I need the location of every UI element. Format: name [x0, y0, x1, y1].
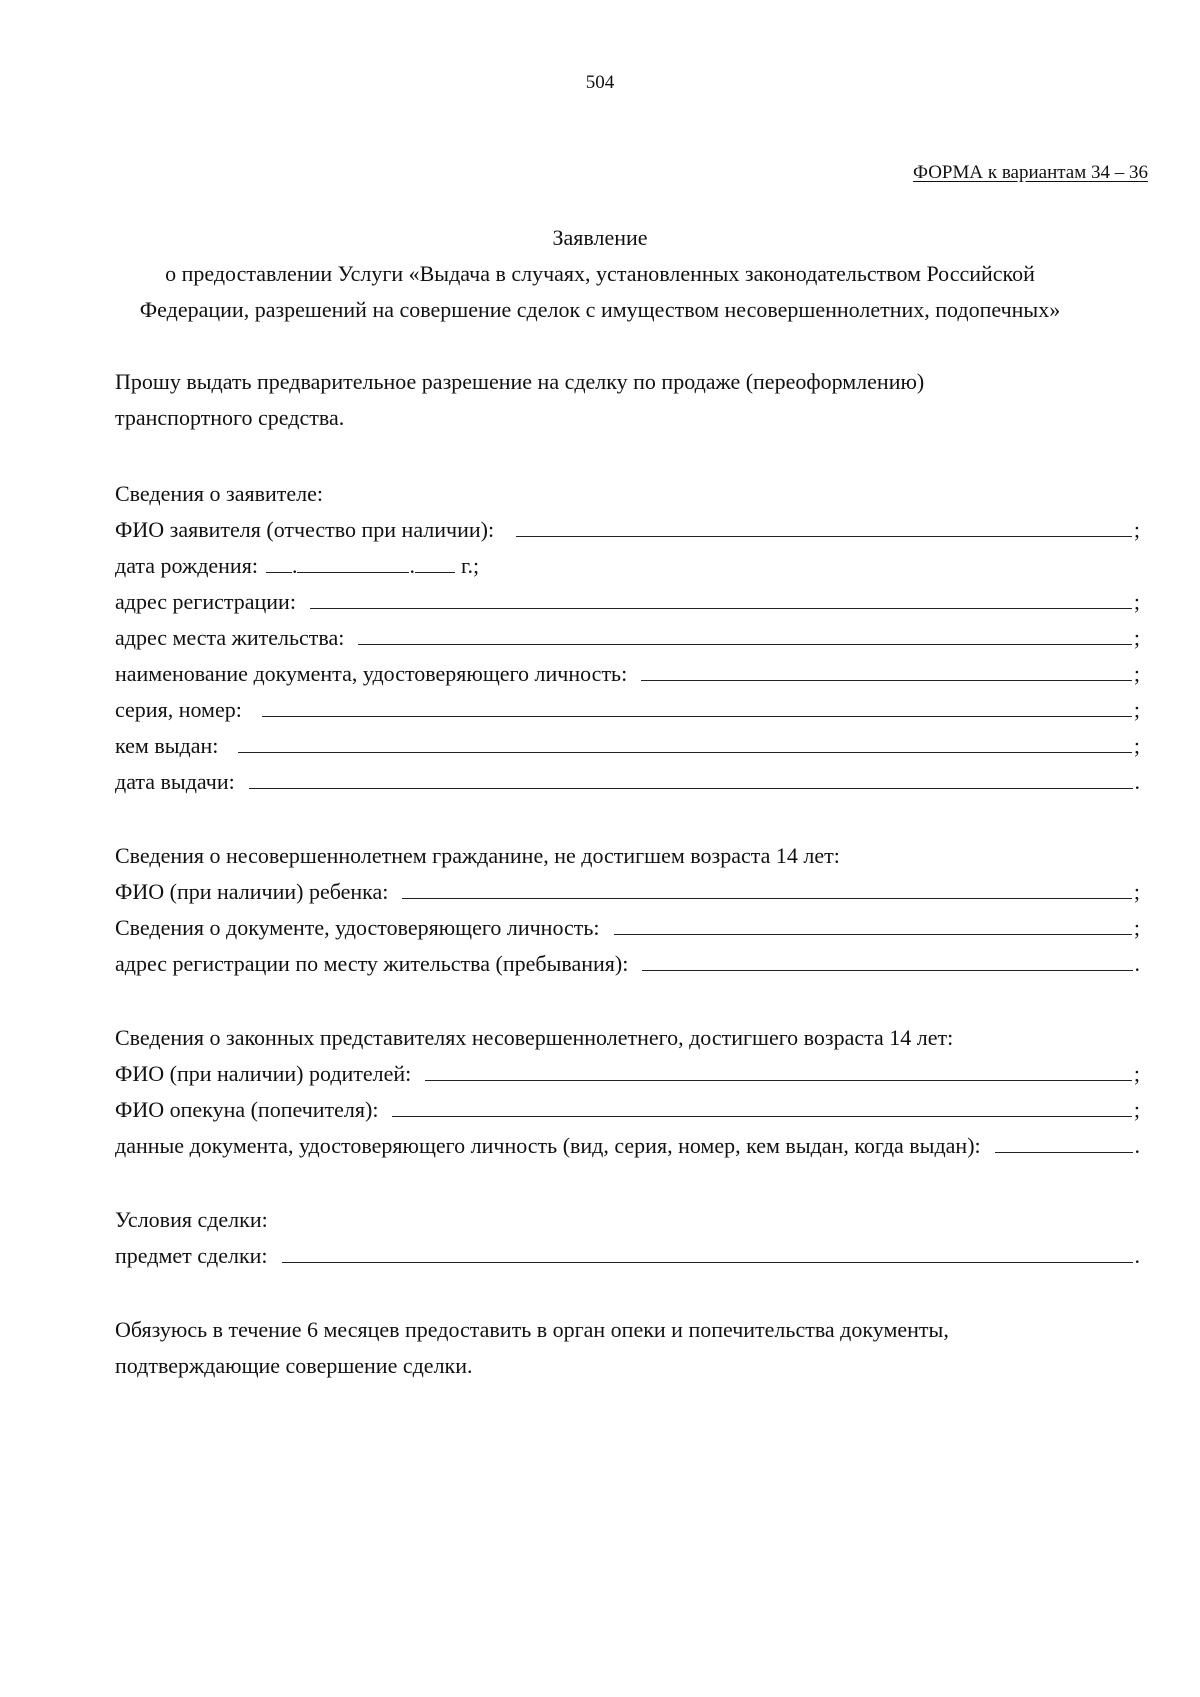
- applicant-id-doc-row: [115, 658, 1140, 690]
- semicolon: ;: [1133, 879, 1140, 904]
- period: .: [1134, 769, 1140, 794]
- representative-doc-label: данные документа, удостоверяющего личность (вид, серия, номер, кем выдан, когда выдан):: [115, 1133, 981, 1158]
- parents-fio-label: ФИО (при наличии) родителей:: [115, 1061, 412, 1086]
- representative-doc-row: [115, 1130, 1140, 1162]
- guardian-fio-label: ФИО опекуна (попечителя):: [115, 1097, 379, 1122]
- dob-day-field[interactable]: [266, 550, 292, 573]
- period: .: [1134, 1133, 1140, 1158]
- semicolon: ;: [1133, 517, 1140, 542]
- deal-subject-field[interactable]: [282, 1240, 1133, 1263]
- applicant-issued-by-row: [115, 730, 1140, 762]
- request-line-1: Прошу выдать предварительное разрешение на сделку по продаже (переоформлению): [115, 369, 925, 394]
- minor-address-label: адрес регистрации по месту жительства (пребывания):: [115, 951, 629, 976]
- applicant-series-row: [115, 694, 1140, 726]
- semicolon: ;: [1133, 625, 1140, 650]
- deal-subject-label: предмет сделки:: [115, 1243, 268, 1268]
- dob-year-field[interactable]: [415, 550, 455, 573]
- applicant-issue-date-row: [115, 766, 1140, 798]
- minor-heading: Сведения о несовершеннолетнем гражданине, не достигшем возраста 14 лет:: [115, 843, 840, 868]
- deal-heading: Условия сделки:: [115, 1207, 268, 1232]
- applicant-issue-date-field[interactable]: [249, 766, 1133, 789]
- period: .: [1134, 951, 1140, 976]
- minor-doc-field[interactable]: [614, 912, 1132, 935]
- applicant-issued-by-field[interactable]: [238, 730, 1132, 753]
- applicant-id-doc-field[interactable]: [641, 658, 1132, 681]
- semicolon: ;: [1133, 733, 1140, 758]
- semicolon: ;: [1133, 589, 1140, 614]
- applicant-series-label: серия, номер:: [115, 697, 242, 722]
- minor-fio-label: ФИО (при наличии) ребенка:: [115, 879, 389, 904]
- applicant-heading: Сведения о заявителе:: [115, 481, 324, 506]
- obligation-line-1: Обязуюсь в течение 6 месяцев предоставить в орган опеки и попечительства документы,: [115, 1317, 949, 1342]
- applicant-residence-field[interactable]: [358, 622, 1131, 645]
- minor-address-field[interactable]: [642, 948, 1132, 971]
- applicant-id-doc-label: наименование документа, удостоверяющего личность:: [115, 661, 628, 686]
- applicant-fio-field[interactable]: [516, 514, 1132, 537]
- semicolon: ;: [1133, 697, 1140, 722]
- guardian-fio-field[interactable]: [392, 1094, 1131, 1117]
- applicant-series-field[interactable]: [262, 694, 1132, 717]
- minor-doc-row: [115, 912, 1140, 944]
- parents-fio-row: [115, 1058, 1140, 1090]
- title-heading: Заявление: [552, 225, 648, 250]
- applicant-reg-address-field[interactable]: [310, 586, 1132, 609]
- applicant-dob-label: дата рождения:: [115, 553, 258, 578]
- representatives-heading: Сведения о законных представителях несовершеннолетнего, достигшего возраста 14 лет:: [115, 1025, 954, 1050]
- dob-month-field[interactable]: [297, 550, 409, 573]
- title-line-2: Федерации, разрешений на совершение сделок с имуществом несовершеннолетних, подопечных»: [139, 297, 1061, 322]
- semicolon: ;: [1133, 1061, 1140, 1086]
- dob-separator: .: [291, 553, 298, 578]
- semicolon: ;: [1133, 1097, 1140, 1122]
- applicant-issued-by-label: кем выдан:: [115, 733, 219, 758]
- applicant-reg-address-row: [115, 586, 1140, 618]
- guardian-fio-row: [115, 1094, 1140, 1126]
- deal-subject-row: [115, 1240, 1140, 1272]
- representative-doc-field[interactable]: [995, 1130, 1133, 1153]
- request-paragraph: [115, 364, 1135, 436]
- minor-fio-field[interactable]: [402, 876, 1131, 899]
- obligation-line-2: подтверждающие совершение сделки.: [115, 1353, 473, 1378]
- form-variant-label: ФОРМА к вариантам 34 – 36: [912, 162, 1148, 183]
- applicant-dob-row: [115, 550, 479, 582]
- dob-separator: .: [409, 553, 415, 578]
- minor-address-row: [115, 948, 1140, 980]
- document-title: [60, 220, 1140, 328]
- page-number: 504: [585, 72, 615, 93]
- applicant-issue-date-label: дата выдачи:: [115, 769, 235, 794]
- title-line-1: о предоставлении Услуги «Выдача в случаях, установленных законодательством Российской: [165, 261, 1035, 286]
- minor-doc-label: Сведения о документе, удостоверяющего личность:: [115, 915, 600, 940]
- semicolon: ;: [1133, 661, 1140, 686]
- applicant-fio-label: ФИО заявителя (отчество при наличии):: [115, 517, 495, 542]
- obligation-paragraph: [115, 1312, 1135, 1384]
- dob-year-suffix: г.;: [460, 553, 480, 578]
- semicolon: ;: [1133, 915, 1140, 940]
- applicant-residence-label: адрес места жительства:: [115, 625, 345, 650]
- minor-fio-row: [115, 876, 1140, 908]
- request-line-2: транспортного средства.: [115, 405, 345, 430]
- applicant-residence-row: [115, 622, 1140, 654]
- applicant-reg-address-label: адрес регистрации:: [115, 589, 296, 614]
- period: .: [1134, 1243, 1140, 1268]
- applicant-fio-row: [115, 514, 1140, 546]
- parents-fio-field[interactable]: [425, 1058, 1132, 1081]
